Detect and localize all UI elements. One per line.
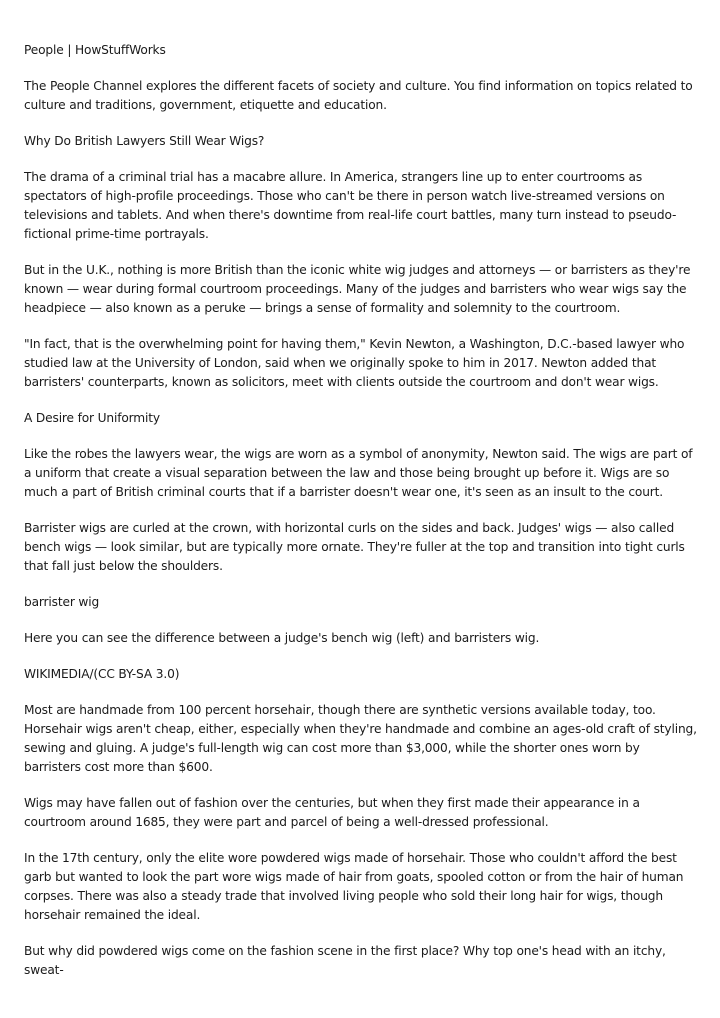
paragraph: But why did powdered wigs come on the fashion scene in the first place? Why top one's head with an itchy, sweat- [24,944,666,977]
paragraph: The drama of a criminal trial has a macabre allure. In America, strangers line up to enter courtrooms as spectators of high-profile proceedings. Those who can't be there in person watch live-streamed versions on televisions and tablets. And when there's downtime from real-life court battles, many turn instead to pseudo-fictional prime-time portrayals. [24,170,677,241]
paragraph: Like the robes the lawyers wear, the wigs are worn as a symbol of anonymity, Newton said. The wigs are part of a uniform that create a visual separation between the law and those being brought up before it. Wigs are so much a part of British criminal courts that if a barrister doesn't wear one, it's seen as an insult to the court. [24,447,693,499]
paragraph: In the 17th century, only the elite wore powdered wigs made of horsehair. Those who couldn't afford the best garb but wanted to look the part wore wigs made of hair from goats, spooled cotton or from the hair of human corpses. There was also a steady trade that involved living people who sold their long hair for wigs, though horsehair remained the ideal. [24,851,684,922]
section-heading: A Desire for Uniformity [24,411,160,425]
channel-description: The People Channel explores the different facets of society and culture. You find information on topics related to culture and traditions, government, etiquette and education. [24,79,693,112]
page-title: People | HowStuffWorks [24,43,166,57]
paragraph: Wigs may have fallen out of fashion over the centuries, but when they first made their appearance in a courtroom around 1685, they were part and parcel of being a well-dressed professional. [24,796,640,829]
paragraph: But in the U.K., nothing is more British than the iconic white wig judges and attorneys — or barristers as they're known — wear during formal courtroom proceedings. Many of the judges and barristers who wear wigs say the headpiece — also known as a peruke — brings a sense of formality and solemnity to the courtroom. [24,263,691,315]
image-caption: Here you can see the difference between a judge's bench wig (left) and barristers wig. [24,631,540,645]
paragraph: Barrister wigs are curled at the crown, with horizontal curls on the sides and back. Judges' wigs — also called bench wigs — look similar, but are typically more ornate. They're fuller at the top and transition into tight curls that fall just below the shoulders. [24,521,685,573]
article-title: Why Do British Lawyers Still Wear Wigs? [24,134,265,148]
image-credit: WIKIMEDIA/(CC BY-SA 3.0) [24,667,180,681]
paragraph: "In fact, that is the overwhelming point for having them," Kevin Newton, a Washington, D.C.-based lawyer who studied law at the University of London, said when we originally spoke to him in 2017. Newton added that barristers' counterparts, known as solicitors, meet with clients outside the courtroom and don't wear wigs. [24,337,685,389]
paragraph: Most are handmade from 100 percent horsehair, though there are synthetic versions available today, too. Horsehair wigs aren't cheap, either, especially when they're handmade and combine an ages-old craft of styling, sewing and gluing. A judge's full-length wig can cost more than $3,000, while the shorter ones worn by barristers cost more than $600. [24,703,697,774]
image-alt-text: barrister wig [24,595,100,609]
document-body [24,41,700,980]
